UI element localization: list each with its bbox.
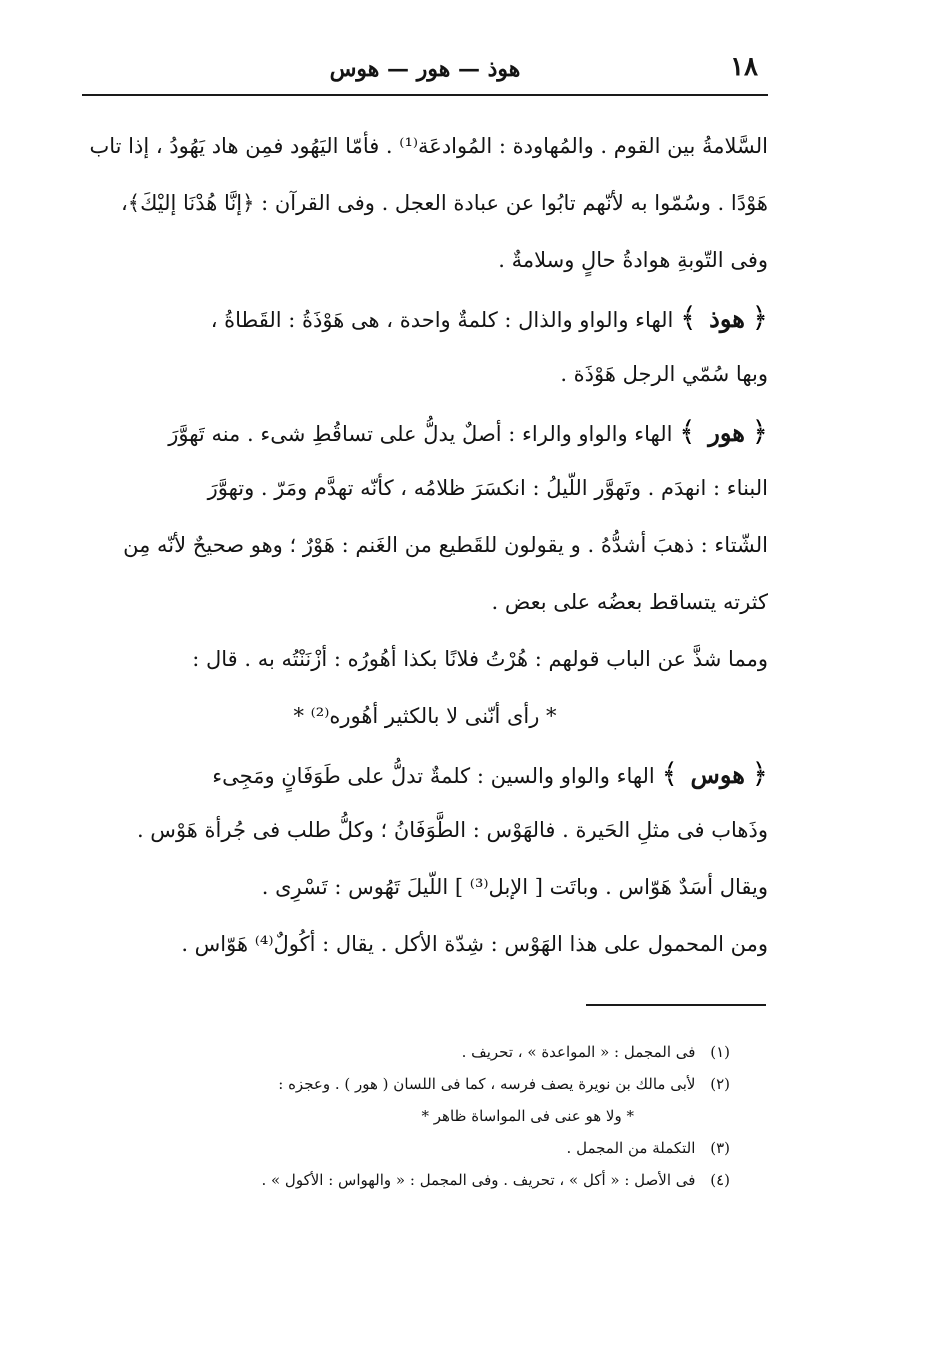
footnote-text: التكملة من المجمل . [566, 1139, 696, 1157]
verse-line: * رأى أنّنى لا بالكثير أهُوره⁽²⁾ * [293, 704, 557, 728]
text-line: كثرته يتساقط بعضُه على بعض . [491, 590, 768, 614]
footnote-number: (٣) [710, 1139, 730, 1157]
text-line: ويقال أسَدٌ هَوّاس . وباتَت [ الإبل⁽³⁾ ] اللّيلَ تَهُوس : تَسْرِى . [261, 875, 768, 899]
text-line: ومما شذَّ عن الباب قولهم : هُرْتُ فلانًا بكذا أهُورُه : أزْنَنْتُه به . قال : [192, 647, 768, 671]
footnotes [150, 1036, 730, 1196]
text-line: ومن المحمول على هذا الهَوْس : شِدّة الأكل . يقال : أكُولٌ⁽⁴⁾ هَوّاس . [181, 932, 768, 956]
entry-hawdh [82, 289, 768, 346]
page-header [82, 46, 768, 90]
text-line: وذَهاب فى مثلِ الحَيرة . فالهَوْس : الطَّوَفَانُ ؛ وكلُّ طلب فى جُرأة هَوْس . [136, 818, 768, 842]
bracket-close-icon: ﴾ [679, 415, 696, 448]
bracket-close-icon: ﴾ [680, 301, 697, 334]
bracket-open-icon: ﴿ [751, 757, 768, 790]
footnote-rule [586, 1004, 766, 1006]
footnote-verse [150, 1100, 730, 1132]
bracket-close-icon: ﴾ [661, 757, 678, 790]
footnote [150, 1132, 730, 1164]
text-line: هَوْدًا . وسُمّوا به لأنّهم تابُوا عن عبادة العجل . وفى القرآن : ﴿إنَّا هُدْنَا إليْكَ﴾، [121, 191, 768, 215]
text-line: وبها سُمّي الرجل هَوْذَة . [560, 362, 768, 386]
text-line: السَّلامةُ بين القوم . والمُهاودة : المُوادعَة⁽¹⁾ . فأمّا اليَهُود فمِن هاد يَهُودُ ، إذا تاب [89, 134, 768, 158]
footnote-text: * ولا هو عنى فى المواساة ظاهر * [421, 1107, 634, 1125]
footnote-text: فى المجمل : « المواعدة » ، تحريف . [461, 1043, 696, 1061]
footnote-text: لأبى مالك بن نويرة يصف فرسه ، كما فى اللسان ( هور ) . وعجزه : [278, 1075, 696, 1093]
footnote [150, 1036, 730, 1068]
page-number: ١٨ [730, 52, 758, 82]
footnote-number: (١) [710, 1043, 730, 1061]
footnote-number: (٢) [710, 1075, 730, 1093]
entry-heading: هوذ [709, 304, 745, 333]
running-title: هوذ — هور — هوس [329, 56, 521, 82]
entry-hawr [82, 403, 768, 460]
entry-haws [82, 745, 768, 802]
bracket-open-icon: ﴿ [751, 301, 768, 334]
entry-heading: هوس [690, 760, 745, 789]
footnote [150, 1164, 730, 1196]
entry-text: الهاء والواو والسين : كلمةٌ تدلُّ على طَوَفَانٍ ومَجِىء [212, 764, 655, 788]
footnote-number: (٤) [710, 1171, 730, 1189]
entry-text: الهاء والواو والذال : كلمةٌ واحدة ، هى هَوْذَةُ : القَطاةُ ، [210, 308, 674, 332]
text-line: الشّتاء : ذهبَ أشدُّهُ . و يقولون للقَطيع من الغَنم : هَوْرٌ ؛ وهو صحيحٌ لأنّه مِن [123, 533, 768, 557]
text-line: وفى التّوبةِ هوادةُ حالٍ وسلامةٌ . [498, 248, 768, 272]
footnote-text: فى الأصل : « أكل » ، تحريف . وفى المجمل : « والهواس : الأكول » . [261, 1171, 696, 1189]
bracket-open-icon: ﴿ [751, 415, 768, 448]
footnote [150, 1068, 730, 1100]
entry-heading: هور [708, 418, 745, 447]
header-rule [82, 94, 768, 96]
entry-text: الهاء والواو والراء : أصلٌ يدلُّ على تساقُطِ شىء . منه تَهوَّرَ [168, 422, 673, 446]
text-line: البناء : انهدَم . وتَهوَّر اللّيلُ : انكسَرَ ظلامُه ، كأنّه تهدَّم ومَرّ . وتهوَّرَ [207, 476, 768, 500]
main-text [82, 118, 768, 973]
